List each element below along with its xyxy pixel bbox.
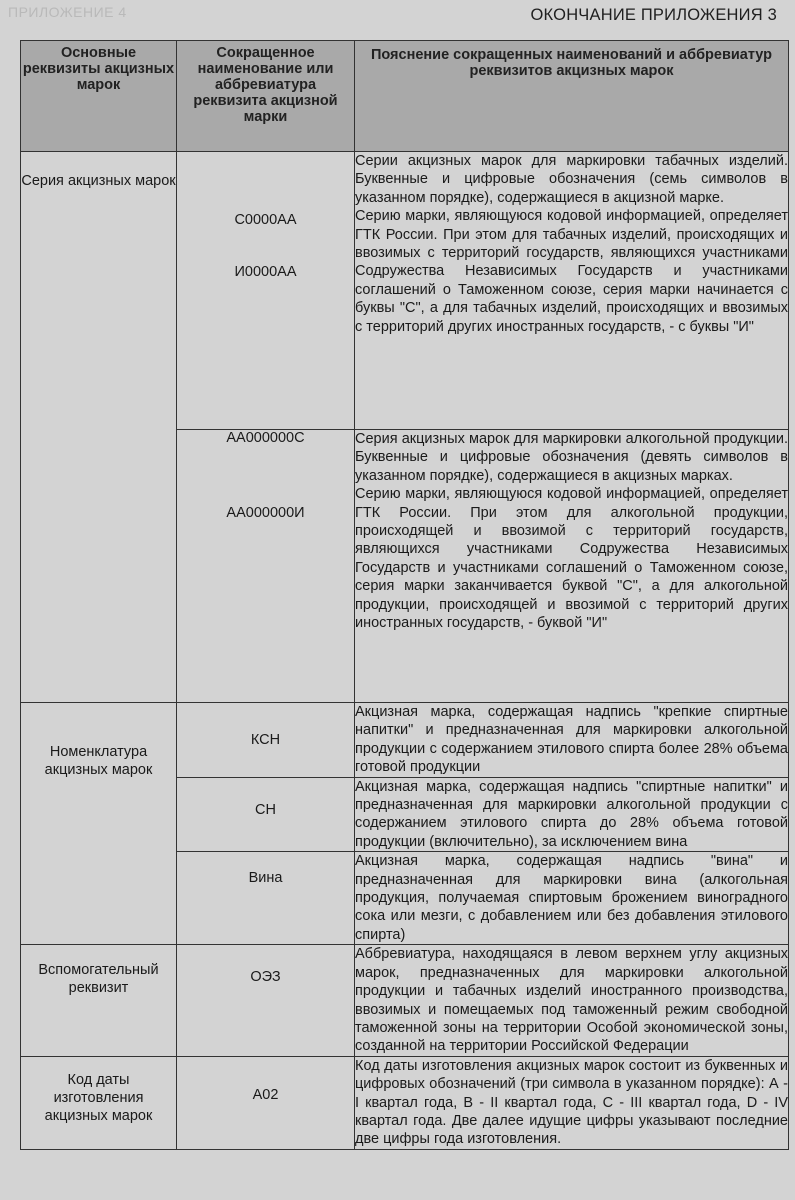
explanation-text: Серию марки, являющуюся кодовой информацией, определяет ГТК России. При этом для табачных изделий, происходящих и ввозимых с территорий государств, являющихся участниками Содружества Независимых Государств и участниками соглашений о Таможенном союзе, серия марки начинается с буквы "С", а для табачных изделий, происходящих и ввозимых с территорий других иностранных государств, - с буквы "И" [355, 208, 788, 335]
faded-previous-page-header: ПРИЛОЖЕНИЕ 4 [8, 4, 127, 20]
date-code: А02 [177, 1056, 355, 1149]
table-row [21, 1056, 789, 1149]
series-code: АА000000И [226, 505, 305, 521]
header-abbreviation: Сокращенное наименование или аббревиатура реквизита акцизной марки [177, 41, 355, 152]
nomenclature-code: КСН [177, 703, 355, 778]
nomenclature-explanation: Акцизная марка, содержащая надпись "крепкие спиртные напитки" и предназначенная для маркировки алкогольной продукции с содержанием этилового спирта более 28% объема готовой продукции [355, 704, 788, 776]
nomenclature-code: СН [177, 777, 355, 852]
series-tobacco-codes [177, 152, 355, 430]
series-alcohol-explanation [355, 430, 789, 703]
nomenclature-explanation: Акцизная марка, содержащая надпись "спиртные напитки" и предназначенная для маркировки алкогольной продукции с содержанием этилового спирта до 28% объема готовой продукции (включительно), за исключением вина [355, 778, 788, 850]
table-row [21, 703, 789, 778]
explanation-text: Серии акцизных марок для маркировки табачных изделий. Буквенные и цифровые обозначения (семь символов в указанном порядке), содержащиеся в акцизной марке. [355, 153, 788, 206]
series-code: С0000АА [234, 212, 297, 228]
table-row [21, 152, 789, 430]
row-label-date-code: Код даты изготовления акцизных марок [21, 1056, 177, 1149]
series-code: И0000АА [234, 264, 297, 280]
explanation-text: Серия акцизных марок для маркировки алкогольной продукции. Буквенные и цифровые обозначения (девять символов в указанном порядке), содержащиеся в акцизных марках. [355, 431, 788, 484]
nomenclature-code: Вина [177, 852, 355, 945]
header-main-attributes: Основные реквизиты акцизных марок [21, 41, 177, 152]
date-code-explanation: Код даты изготовления акцизных марок состоит из буквенных и цифровых обозначений (три символа в указанном порядке): А - I квартал года, В - II квартал года, С - III квартал года, D - IV квартал года. Две далее идущие цифры указывают последние две цифры года изготовления. [355, 1057, 788, 1148]
series-code: АА000000С [226, 430, 305, 446]
auxiliary-code: ОЭЗ [177, 945, 355, 1056]
nomenclature-explanation: Акцизная марка, содержащая надпись "вина" и предназначенная для маркировки вина (алкогольная продукция, получаемая спиртовым брожением виноградного сока или мезги, с добавлением или без добавления этилового спирта) [355, 853, 788, 943]
explanation-text: Серию марки, являющуюся кодовой информацией, определяет ГТК России. При этом для алкогольной продукции, происходящей и ввозимой с территорий государств, являющихся участниками Содружества Независимых Государств и участниками соглашений о Таможенном союзе, серия марки заканчивается буквой "С", а для алкогольной продукции, происходящей и ввозимой с территорий других иностранных государств, - буквой "И" [355, 486, 788, 632]
row-label-auxiliary: Вспомогательный реквизит [21, 945, 177, 1056]
series-tobacco-explanation [355, 152, 789, 430]
auxiliary-explanation: Аббревиатура, находящаяся в левом верхнем углу акцизных марок, предназначенных для маркировки алкогольной продукции и табачных изделий иностранного производства, ввозимых и помещаемых под таможенный режим свободной таможенной зоны на территории Особой экономической зоны, созданной на территории Российской Федерации [355, 946, 788, 1055]
row-label-series: Серия акцизных марок [21, 152, 177, 703]
page-header: ОКОНЧАНИЕ ПРИЛОЖЕНИЯ 3 [530, 6, 777, 24]
header-explanation: Пояснение сокращенных наименований и аббревиатур реквизитов акцизных марок [355, 41, 789, 152]
excise-stamps-table [20, 40, 789, 1150]
table-header-row [21, 41, 789, 152]
table-row [21, 945, 789, 1056]
row-label-nomenclature: Номенклатура акцизных марок [21, 703, 177, 945]
series-alcohol-codes [177, 430, 355, 703]
